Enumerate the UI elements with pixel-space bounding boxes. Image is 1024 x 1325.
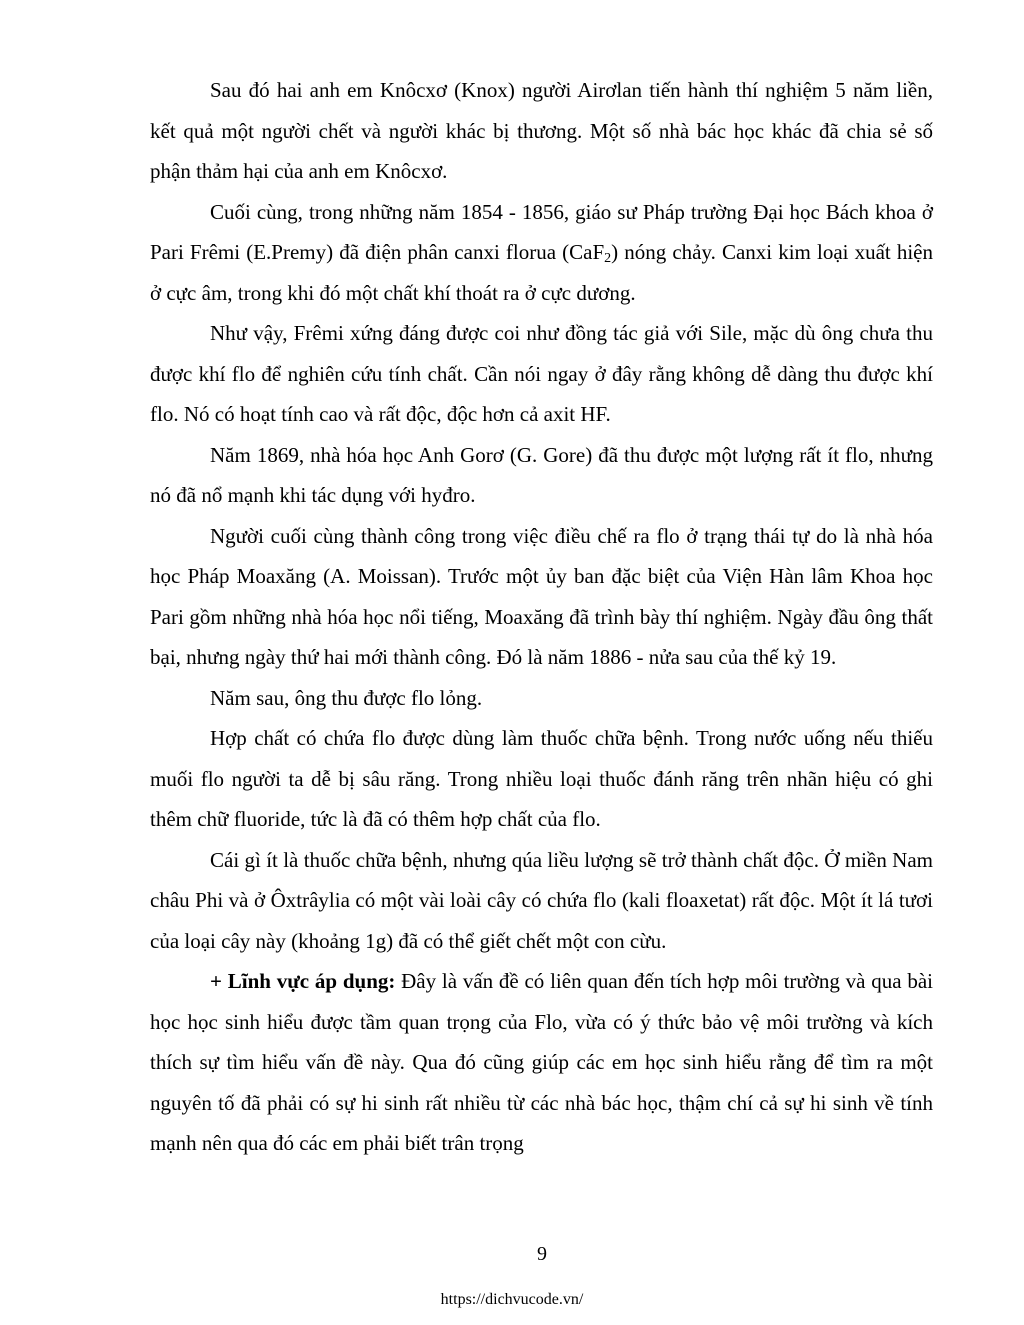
paragraph-text: Cuối cùng, trong những năm 1854 - 1856, giáo sư Pháp trường Đại học Bách khoa ở Pari Frêmi (E.Premy) đã điện phân canxi florua (CaF — [150, 199, 933, 264]
paragraph-knox — [150, 70, 933, 192]
paragraph-coauthor — [150, 313, 933, 435]
paragraph-text: Năm 1869, nhà hóa học Anh Gorơ (G. Gore) đã thu được một lượng rất ít flo, nhưng nó đã nổ mạnh khi tác dụng với hyđro. — [150, 442, 933, 507]
paragraph-moissan — [150, 516, 933, 678]
section-label: + Lĩnh vực áp dụng: — [210, 969, 396, 993]
paragraph-text: ) nóng chảy. Canxi kim loại xuất hiện ở cực âm, trong khi đó một chất khí thoát ra ở cực dương. — [150, 240, 933, 305]
paragraph-medicine — [150, 718, 933, 840]
paragraph-gore — [150, 435, 933, 516]
paragraph-text: Như vậy, Frêmi xứng đáng được coi như đồng tác giả với Sile, mặc dù ông chưa thu được khí flo để nghiên cứu tính chất. Cần nói ngay ở đây rằng không dễ dàng thu được khí flo. Nó có hoạt tính cao và rất độc, độc hơn cả axit HF. — [150, 321, 933, 426]
paragraph-fremy — [150, 192, 933, 314]
subscript: 2 — [604, 251, 612, 266]
page-number: 9 — [537, 1243, 547, 1265]
paragraph-text: Sau đó hai anh em Knôcxơ (Knox) người Airơlan tiến hành thí nghiệm 5 năm liền, kết quả một người chết và người khác bị thương. Một số nhà bác học khác đã chia sẻ số phận thảm hại của anh em Knôcxơ. — [150, 78, 933, 183]
footer-url: https://dichvucode.vn/ — [440, 1291, 584, 1308]
paragraph-text: Người cuối cùng thành công trong việc điều chế ra flo ở trạng thái tự do là nhà hóa học Pháp Moaxăng (A. Moissan). Trước một ủy ban đặc biệt của Viện Hàn lâm Khoa học Pari gồm những nhà hóa học nổi tiếng, Moaxăng đã trình bày thí nghiệm. Ngày đầu ông thất bại, nhưng ngày thứ hai mới thành công. Đó là năm 1886 - nửa sau của thế kỷ 19. — [150, 523, 933, 669]
paragraph-text: Đây là vấn đề có liên quan đến tích hợp môi trường và qua bài học học sinh hiểu được tầm quan trọng của Flo, vừa có ý thức bảo vệ môi trường và kích thích sự tìm hiểu vấn đề này. Qua đó cũng giúp các em học sinh hiểu rằng để tìm ra một nguyên tố đã phải có sự hi sinh rất nhiều từ các nhà bác học, thậm chí cả sự hi sinh về tính mạnh nên qua đó các em phải biết trân trọng — [150, 969, 933, 1155]
paragraph-text: Năm sau, ông thu được flo lỏng. — [210, 685, 483, 710]
paragraph-poison — [150, 840, 933, 962]
paragraph-application — [150, 961, 933, 1164]
paragraph-text: Cái gì ít là thuốc chữa bệnh, nhưng qúa liều lượng sẽ trở thành chất độc. Ở miền Nam châu Phi và ở Ôxtrâylia có một vài loài cây có chứa flo (kali floaxetat) rất độc. Một ít lá tươi của loại cây này (khoảng 1g) đã có thể giết chết một con cừu. — [150, 847, 933, 953]
document-body — [150, 70, 933, 1164]
paragraph-text: Hợp chất có chứa flo được dùng làm thuốc chữa bệnh. Trong nước uống nếu thiếu muối flo người ta dễ bị sâu răng. Trong nhiều loại thuốc đánh răng trên nhãn hiệu có ghi thêm chữ fluoride, tức là đã có thêm hợp chất của flo. — [150, 726, 933, 831]
paragraph-liquid-fluorine — [150, 678, 933, 719]
